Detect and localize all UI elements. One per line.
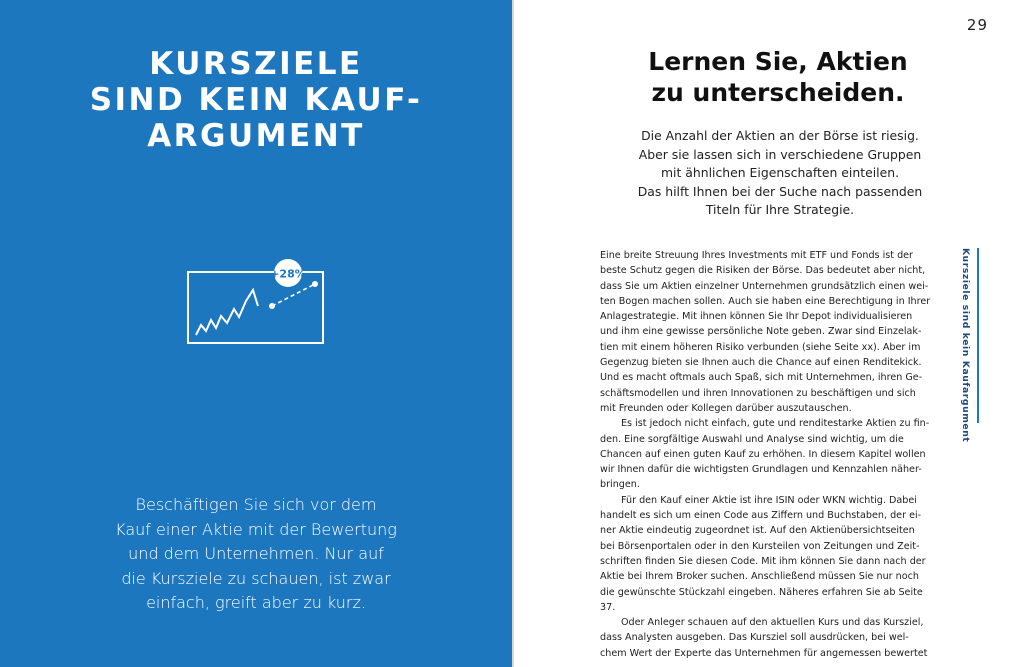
left-body-line: Kauf einer Aktie mit der Bewertung bbox=[115, 519, 397, 539]
body-text-line: Und es macht oftmals auch Spaß, sich mit Unternehmen, ihren Ge- bbox=[600, 372, 923, 384]
intro-line: mit ähnlichen Eigenschaften einteilen. bbox=[660, 165, 900, 181]
body-text-line: Aktie bei Ihrem Broker suchen. Anschließend müssen Sie nur noch bbox=[600, 571, 919, 583]
left-body-text bbox=[100, 493, 412, 616]
body-text-line: Anlagestrategie. Mit ihnen können Sie Ihr Depot individualisieren bbox=[600, 311, 913, 323]
body-text-line: handelt es sich um einen Code aus Ziffern und Buchstaben, der ei- bbox=[600, 510, 922, 522]
section-title-line: zu unterscheiden. bbox=[651, 78, 905, 107]
left-body-line: die Kursziele zu schauen, ist zwar bbox=[121, 568, 391, 588]
chapter-title-line: KURSZIELE bbox=[149, 46, 363, 82]
body-text-line: 37. bbox=[600, 601, 616, 613]
body-text-line: mit Freunden oder Kollegen darüber auszutauschen. bbox=[600, 402, 852, 414]
intro-line: Das hilft Ihnen bei der Suche nach passenden bbox=[637, 183, 923, 199]
side-chapter-rule bbox=[977, 248, 979, 423]
intro-line: Aber sie lassen sich in verschiedene Gruppen bbox=[638, 146, 922, 162]
body-text-line: ner Aktie eindeutig zugeordnet ist. Auf den Aktienübersichtseiten bbox=[600, 525, 915, 537]
body-text-line: schäftsmodellen und ihren Innovationen zu beschäftigen und sich bbox=[600, 387, 916, 399]
section-title bbox=[598, 46, 958, 108]
left-body-line: einfach, greift aber zu kurz. bbox=[146, 593, 366, 612]
body-text-line: den. Eine sorgfältige Auswahl und Analyse sind wichtig, um die bbox=[600, 433, 904, 445]
chart-badge-text: +28% bbox=[270, 267, 306, 281]
intro-line: Titeln für Ihre Strategie. bbox=[705, 202, 855, 218]
stock-chart-icon bbox=[184, 258, 330, 348]
body-text-line: Für den Kauf einer Aktie ist ihre ISIN oder WKN wichtig. Dabei bbox=[621, 494, 917, 506]
chapter-title-line: SIND KEIN KAUF- bbox=[89, 82, 423, 118]
page-number: 29 bbox=[966, 16, 988, 34]
body-text-line: beste Schutz gegen die Risiken der Börse. Das bedeutet aber nicht, bbox=[600, 265, 926, 277]
body-text-line: wir Ihnen dafür die wichtigsten Grundlagen und Kennzahlen näher- bbox=[600, 464, 922, 476]
body-text-line: Eine breite Streuung Ihres Investments mit ETF und Fonds ist der bbox=[600, 250, 914, 261]
body-text-line: die gewünschte Stückzahl eingeben. Näheres erfahren Sie ab Seite bbox=[600, 586, 923, 598]
chapter-title bbox=[60, 46, 452, 154]
body-text-line: tien mit einem höheren Risiko verbunden (siehe Seite xx). Aber im bbox=[600, 341, 921, 353]
left-body-line: und dem Unternehmen. Nur auf bbox=[128, 544, 384, 563]
body-text-line: dass Analysten ausgeben. Das Kursziel soll ausdrücken, bei wel- bbox=[600, 632, 909, 644]
body-text-line: ten Bogen machen sollen. Auch sie haben eine Berechtigung in Ihrer bbox=[600, 295, 931, 307]
body-text-line: dass Sie um Aktien einzelner Unternehmen grundsätzlich einen wei- bbox=[600, 280, 929, 292]
left-body-line: Beschäftigen Sie sich vor dem bbox=[135, 495, 377, 514]
chart-frame bbox=[188, 272, 323, 343]
side-chapter-label-text: Kursziele sind kein Kaufargument bbox=[960, 248, 971, 443]
side-chapter-label bbox=[960, 248, 986, 443]
body-text-line: schriften finden Sie diesen Code. Mit ihm können Sie dann nach der bbox=[600, 555, 926, 567]
body-text-line: bringen. bbox=[600, 479, 640, 491]
body-text-line: Chancen auf einen guten Kauf zu erhöhen. In diesem Kapitel wollen bbox=[600, 448, 926, 460]
body-text bbox=[600, 248, 945, 661]
right-page bbox=[514, 0, 1024, 667]
forecast-line bbox=[272, 284, 315, 306]
body-text-line: Oder Anleger schauen auf den aktuellen Kurs und das Kursziel, bbox=[621, 617, 924, 629]
body-text-line: Es ist jedoch nicht einfach, gute und renditestarke Aktien zu fin- bbox=[621, 418, 930, 430]
intro-text bbox=[600, 127, 960, 220]
chapter-title-line: ARGUMENT bbox=[147, 118, 365, 154]
chart-dot-target bbox=[312, 281, 318, 287]
body-text-line: Gegenzug bieten sie Ihnen auch die Chance auf einen Renditekick. bbox=[600, 357, 922, 369]
section-title-line: Lernen Sie, Aktien bbox=[648, 47, 908, 76]
body-text-line: bei Börsenportalen oder in den Kursteilen von Zeitungen und Zeit- bbox=[600, 540, 920, 552]
body-text-line: chem Wert der Experte das Unternehmen für angemessen bewertet bbox=[600, 647, 928, 659]
chart-dot-current bbox=[269, 303, 275, 309]
intro-line: Die Anzahl der Aktien an der Börse ist riesig. bbox=[641, 128, 919, 143]
price-line bbox=[196, 290, 258, 335]
body-text-line: und ihm eine gewisse persönliche Note geben. Zwar sind Einzelak- bbox=[600, 326, 922, 338]
